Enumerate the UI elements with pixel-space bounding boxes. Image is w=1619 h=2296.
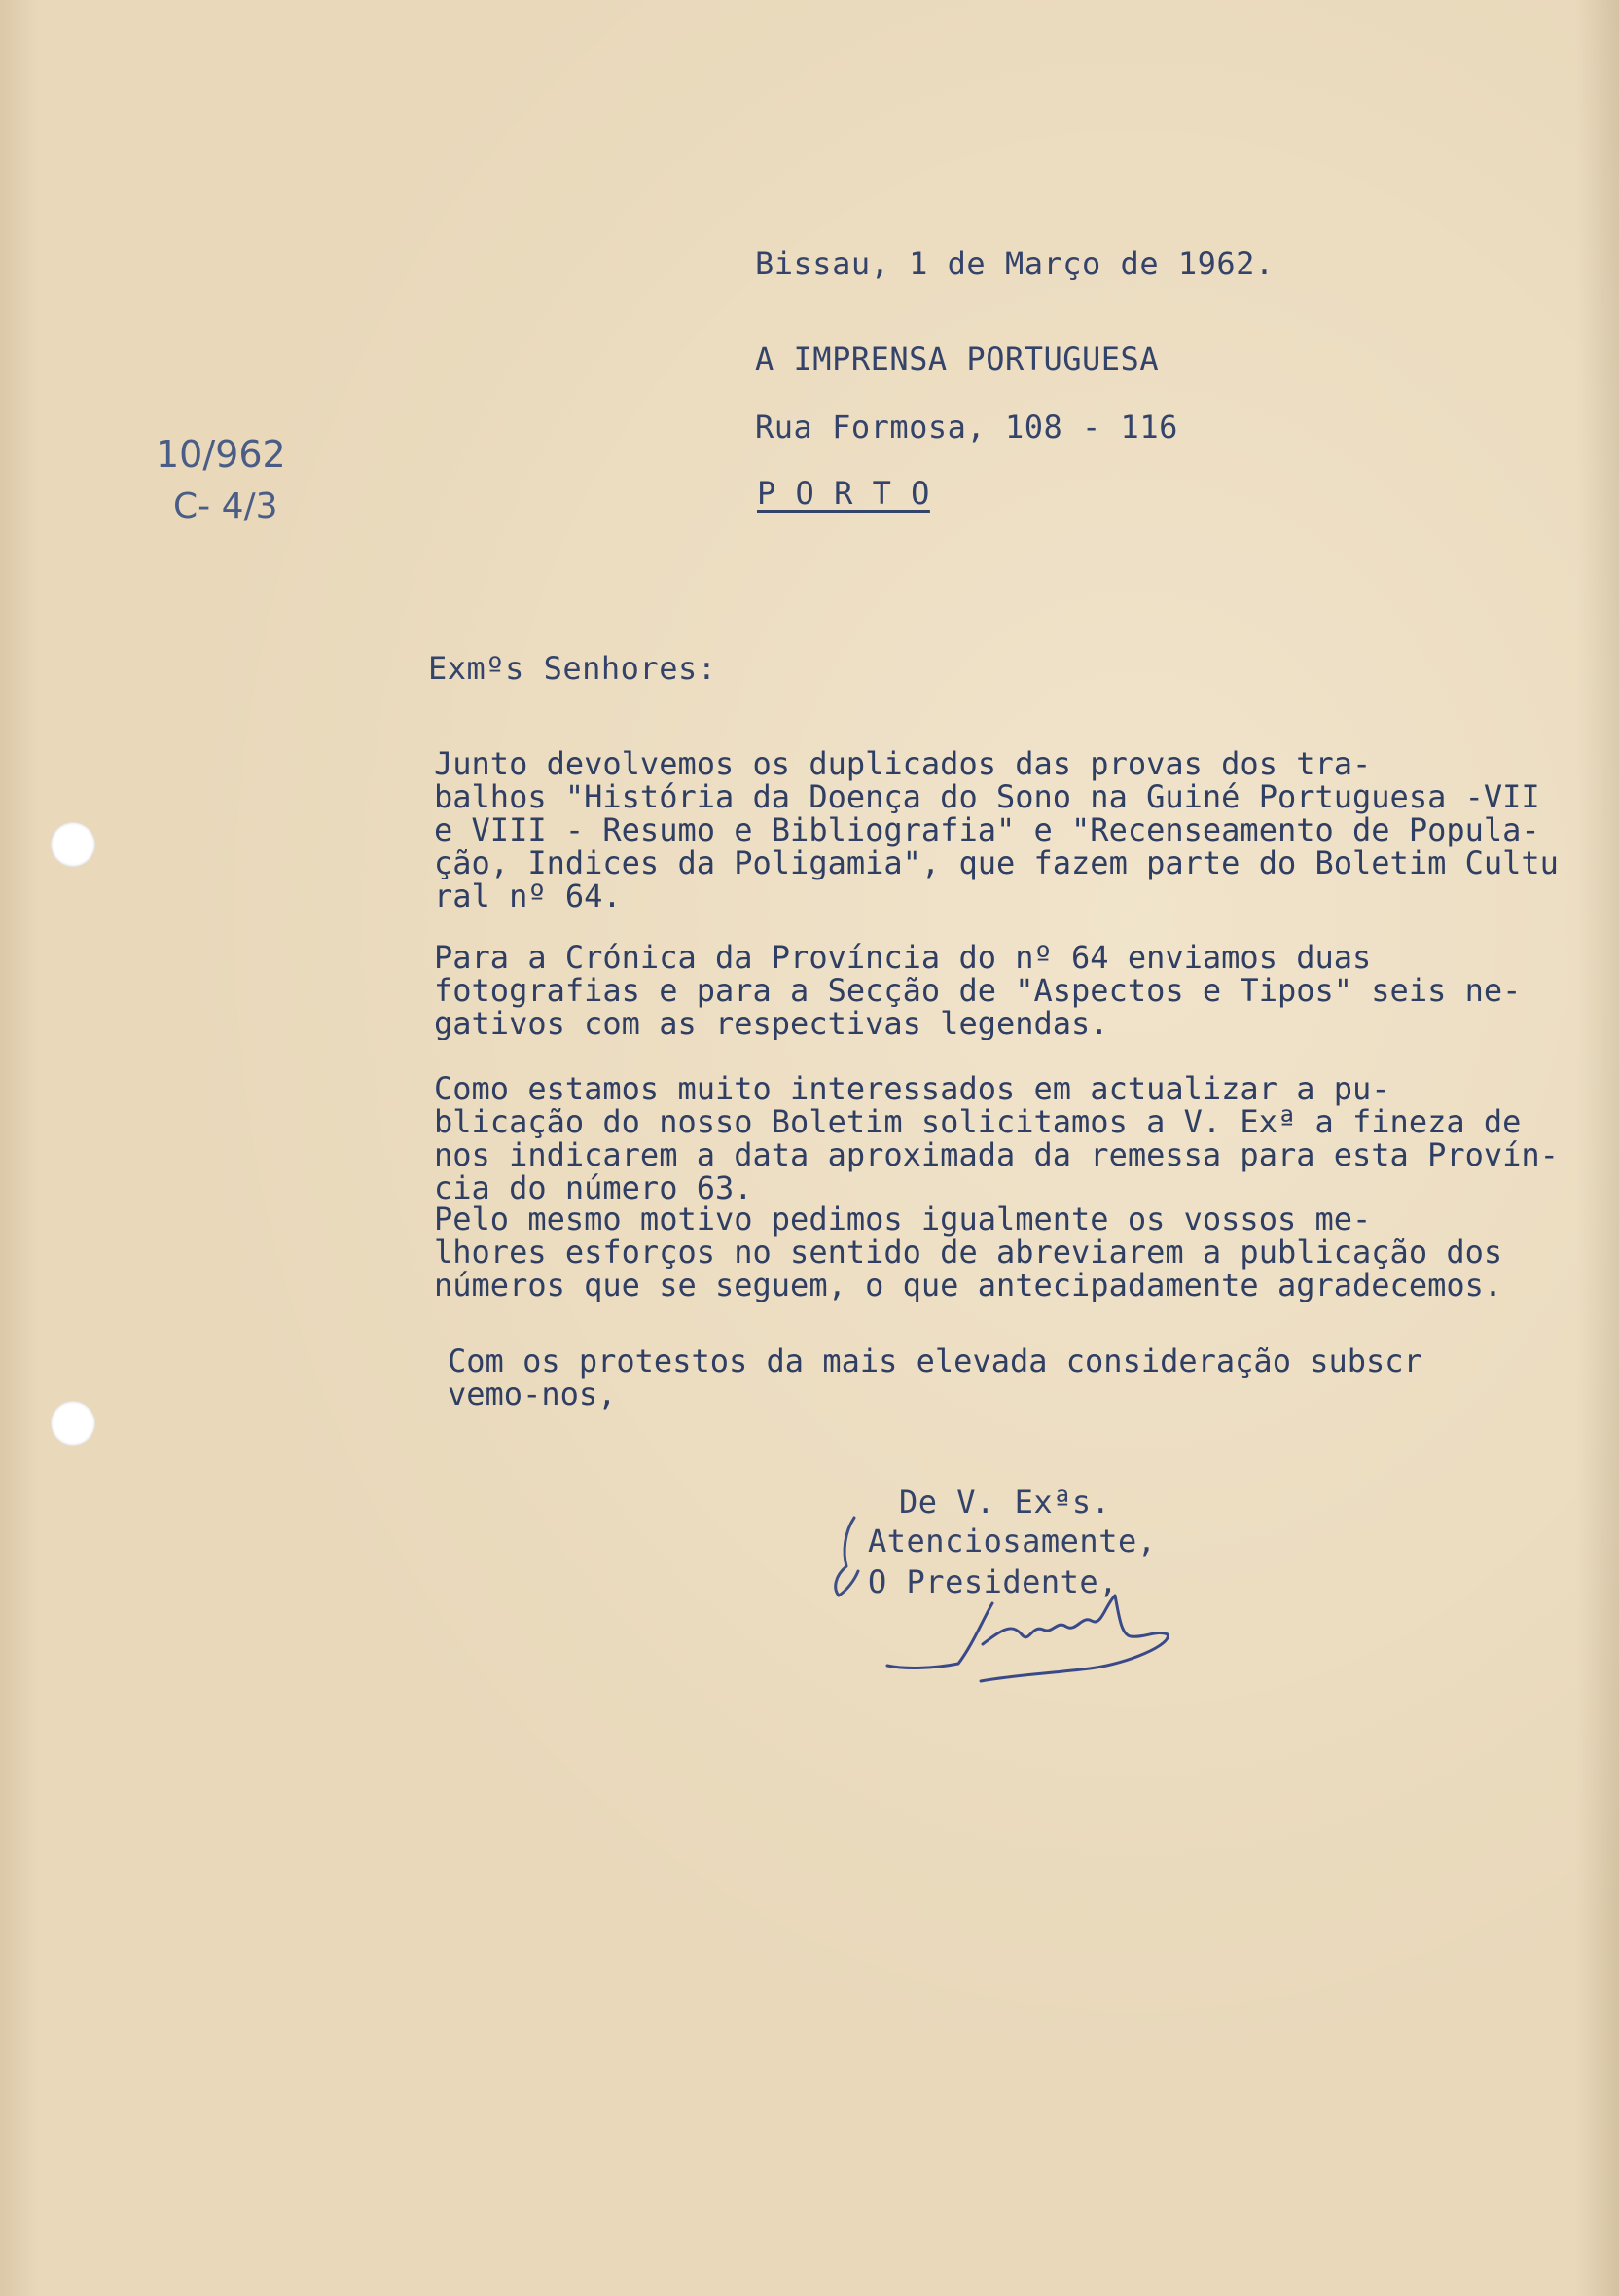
margin-reference-number: 10/962 <box>156 433 286 476</box>
body-paragraph-1 <box>434 747 1592 913</box>
date-line: Bissau, 1 de Março de 1962. <box>755 245 1275 282</box>
body-paragraph-3 <box>434 1072 1592 1204</box>
salutation: Exmºs Senhores: <box>428 650 717 687</box>
body-paragraph-1-text: Junto devolvemos os duplicados das provas dos tra- balhos "História da Doença do Sono na Guiné Portuguesa -VII e VIII - Resumo e Bibliografia" e "Recenseamento de Popula- ção, Indices da Poligamia", que fazem parte do Boletim Cultu ral nº 64. <box>434 747 1559 913</box>
recipient-name: A IMPRENSA PORTUGUESA <box>755 341 1160 377</box>
punch-hole-bottom <box>51 1401 95 1446</box>
body-paragraph-2 <box>434 941 1592 1040</box>
handwritten-initials-mark <box>825 1513 874 1600</box>
closing-line-1: De V. Exªs. <box>899 1484 1111 1521</box>
body-paragraph-2-text: Para a Crónica da Província do nº 64 enviamos duas fotografias e para a Secção de "Aspectos e Tipos" seis ne- gativos com as respectivas legendas. <box>434 941 1522 1040</box>
recipient-city: P O R T O <box>757 475 930 512</box>
body-paragraph-4 <box>434 1202 1592 1302</box>
body-paragraph-5 <box>448 1345 1605 1411</box>
closing-line-2: Atenciosamente, <box>868 1523 1157 1560</box>
body-paragraph-5-text: Com os protestos da mais elevada consideração subscr vemo-nos, <box>448 1345 1422 1411</box>
body-paragraph-3-text: Como estamos muito interessados em actualizar a pu- blicação do nosso Boletim solicitamos a V. Exª a fineza de nos indicarem a data aproximada da remessa para esta Provín- cia do número 63. <box>434 1072 1559 1204</box>
closing-line-3: O Presidente, <box>868 1563 1118 1600</box>
punch-hole-top <box>51 822 95 867</box>
president-signature <box>876 1576 1197 1693</box>
body-paragraph-4-text: Pelo mesmo motivo pedimos igualmente os vossos me- lhores esforços no sentido de abreviarem a publicação dos números que se seguem, o que antecipadamente agradecemos. <box>434 1202 1503 1302</box>
margin-file-code: C- 4/3 <box>173 486 278 526</box>
recipient-street: Rua Formosa, 108 - 116 <box>755 409 1178 446</box>
